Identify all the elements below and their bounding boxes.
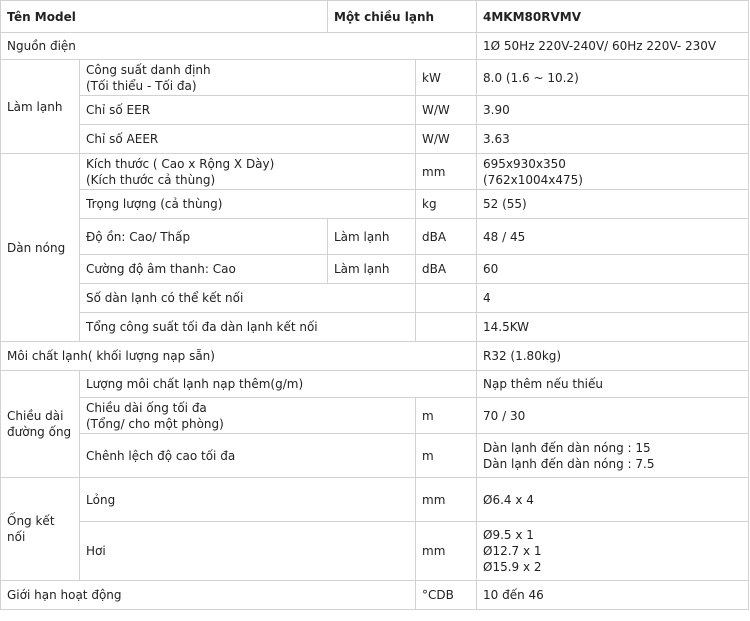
cooling-capacity-row: [1, 60, 749, 96]
power-value: 1Ø 50Hz 220V-240V/ 60Hz 220V- 230V: [477, 33, 749, 60]
connection-group-label: [1, 478, 80, 581]
connection-group-label-line1: Ống kết: [7, 514, 55, 528]
power-row: [1, 33, 749, 60]
gas-pipe-unit: mm: [416, 522, 477, 581]
cooling-capacity-label: [80, 60, 416, 96]
height-diff-value: [477, 434, 749, 478]
add-charge-value: Nạp thêm nếu thiếu: [477, 371, 749, 398]
model-header-label: Tên Model: [1, 1, 328, 33]
outdoor-size-value-line1: 695x930x350: [483, 156, 566, 171]
cooling-capacity-label-line1: Công suất danh định: [86, 62, 211, 77]
max-length-label-line1: Chiều dài ống tối đa: [86, 400, 207, 415]
outdoor-weight-value: 52 (55): [477, 190, 749, 219]
outdoor-size-value: [477, 154, 749, 190]
connection-group-label-line2: nối: [7, 530, 26, 544]
outdoor-sound-row: [1, 255, 749, 284]
outdoor-noise-mode: Làm lạnh: [328, 219, 416, 255]
liquid-pipe-value: Ø6.4 x 4: [477, 478, 749, 522]
outdoor-size-label-line1: Kích thước ( Cao x Rộng X Dày): [86, 156, 275, 171]
power-label: Nguồn điện: [1, 33, 477, 60]
outdoor-weight-label: Trọng lượng (cả thùng): [80, 190, 416, 219]
liquid-pipe-unit: mm: [416, 478, 477, 522]
mode-header-label: Một chiều lạnh: [328, 1, 477, 33]
outdoor-sound-label: Cường độ âm thanh: Cao: [80, 255, 328, 284]
gas-pipe-label: Hơi: [80, 522, 416, 581]
indoor-count-value: 4: [477, 284, 749, 313]
eer-value: 3.90: [477, 96, 749, 125]
max-length-unit: m: [416, 398, 477, 434]
eer-row: [1, 96, 749, 125]
cooling-capacity-value: 8.0 (1.6 ~ 10.2): [477, 60, 749, 96]
indoor-count-unit: [416, 284, 477, 313]
total-capacity-value: 14.5KW: [477, 313, 749, 342]
gas-pipe-value: [477, 522, 749, 581]
indoor-count-row: [1, 284, 749, 313]
max-length-label: [80, 398, 416, 434]
model-header-value: 4MKM80RVMV: [477, 1, 749, 33]
max-length-row: [1, 398, 749, 434]
operating-range-label: Giới hạn hoạt động: [1, 581, 416, 610]
max-length-label-line2: (Tổng/ cho một phòng): [86, 416, 224, 431]
outdoor-size-label: [80, 154, 416, 190]
outdoor-sound-unit: dBA: [416, 255, 477, 284]
total-capacity-label: Tổng công suất tối đa dàn lạnh kết nối: [80, 313, 416, 342]
refrigerant-value: R32 (1.80kg): [477, 342, 749, 371]
eer-unit: W/W: [416, 96, 477, 125]
outdoor-weight-row: [1, 190, 749, 219]
liquid-pipe-row: [1, 478, 749, 522]
cooling-capacity-unit: kW: [416, 60, 477, 96]
outdoor-sound-value: 60: [477, 255, 749, 284]
piping-group-label-line1: Chiều dài: [7, 409, 64, 423]
outdoor-noise-value: 48 / 45: [477, 219, 749, 255]
refrigerant-row: [1, 342, 749, 371]
max-length-value: 70 / 30: [477, 398, 749, 434]
outdoor-size-label-line2: (Kích thước cả thùng): [86, 172, 216, 187]
height-diff-value-line2: Dàn lạnh đến dàn nóng : 7.5: [483, 456, 655, 471]
piping-group-label: [1, 371, 80, 478]
gas-pipe-value-line1: Ø9.5 x 1: [483, 528, 534, 542]
refrigerant-label: Môi chất lạnh( khối lượng nạp sẵn): [1, 342, 477, 371]
cooling-capacity-label-line2: (Tối thiểu - Tối đa): [86, 78, 197, 93]
outdoor-size-unit: mm: [416, 154, 477, 190]
aeer-row: [1, 125, 749, 154]
total-capacity-unit: [416, 313, 477, 342]
outdoor-sound-mode: Làm lạnh: [328, 255, 416, 284]
cooling-group-label: Làm lạnh: [1, 60, 80, 154]
height-diff-value-line1: Dàn lạnh đến dàn nóng : 15: [483, 440, 651, 455]
aeer-value: 3.63: [477, 125, 749, 154]
total-capacity-row: [1, 313, 749, 342]
aeer-label: Chỉ số AEER: [80, 125, 416, 154]
header-row: [1, 1, 749, 33]
eer-label: Chỉ số EER: [80, 96, 416, 125]
indoor-count-label: Số dàn lạnh có thể kết nối: [80, 284, 416, 313]
aeer-unit: W/W: [416, 125, 477, 154]
outdoor-group-label: Dàn nóng: [1, 154, 80, 342]
outdoor-size-row: [1, 154, 749, 190]
piping-group-label-line2: đường ống: [7, 425, 72, 439]
operating-range-row: [1, 581, 749, 610]
add-charge-row: [1, 371, 749, 398]
liquid-pipe-label: Lỏng: [80, 478, 416, 522]
height-diff-row: [1, 434, 749, 478]
outdoor-noise-label: Độ ồn: Cao/ Thấp: [80, 219, 328, 255]
outdoor-weight-unit: kg: [416, 190, 477, 219]
operating-range-value: 10 đến 46: [477, 581, 749, 610]
height-diff-label: Chênh lệch độ cao tối đa: [80, 434, 416, 478]
height-diff-unit: m: [416, 434, 477, 478]
add-charge-label: Lượng môi chất lạnh nạp thêm(g/m): [80, 371, 477, 398]
operating-range-unit: °CDB: [416, 581, 477, 610]
gas-pipe-row: [1, 522, 749, 581]
outdoor-noise-row: [1, 219, 749, 255]
gas-pipe-value-line3: Ø15.9 x 2: [483, 560, 542, 574]
outdoor-noise-unit: dBA: [416, 219, 477, 255]
gas-pipe-value-line2: Ø12.7 x 1: [483, 544, 542, 558]
outdoor-size-value-line2: (762x1004x475): [483, 172, 583, 187]
